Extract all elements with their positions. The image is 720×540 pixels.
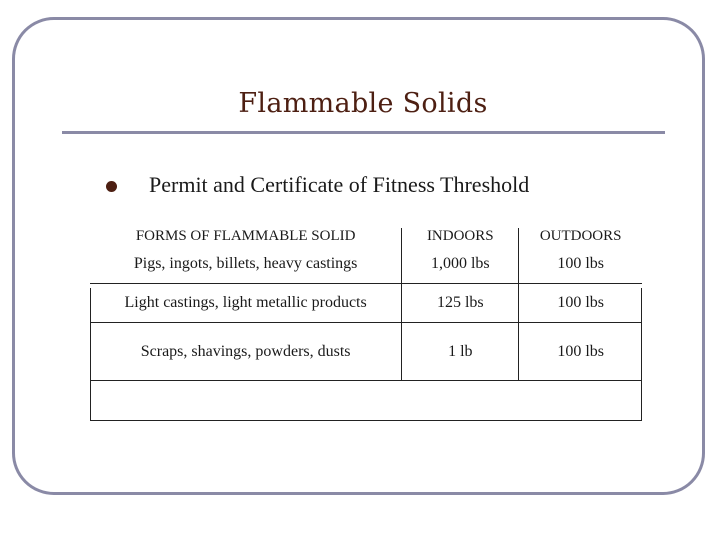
cell-indoors: 1,000 lbs bbox=[402, 245, 519, 284]
cell-form: Scraps, shavings, powders, dusts bbox=[90, 323, 402, 381]
cell-form: Light castings, light metallic products bbox=[90, 284, 402, 323]
table-row bbox=[90, 245, 642, 284]
cell-indoors: 1 lb bbox=[402, 323, 519, 381]
bullet-dot-icon bbox=[106, 181, 117, 192]
cell-outdoors: 100 lbs bbox=[519, 245, 642, 284]
table-header-row bbox=[90, 228, 642, 245]
table-row bbox=[90, 284, 642, 323]
title-divider bbox=[62, 131, 665, 134]
cell-indoors: 125 lbs bbox=[402, 284, 519, 323]
header-indoors: INDOORS bbox=[402, 228, 519, 245]
header-forms: FORMS OF FLAMMABLE SOLID bbox=[90, 228, 402, 245]
slide-title: Flammable Solids bbox=[238, 88, 488, 119]
cell-form: Pigs, ingots, billets, heavy castings bbox=[90, 245, 402, 284]
cell-outdoors: 100 lbs bbox=[519, 284, 642, 323]
header-outdoors: OUTDOORS bbox=[539, 228, 622, 244]
table-row bbox=[90, 323, 642, 381]
bullet-text: Permit and Certificate of Fitness Threshold bbox=[149, 172, 530, 197]
cell-outdoors: 100 lbs bbox=[519, 323, 642, 381]
threshold-table bbox=[90, 228, 642, 381]
